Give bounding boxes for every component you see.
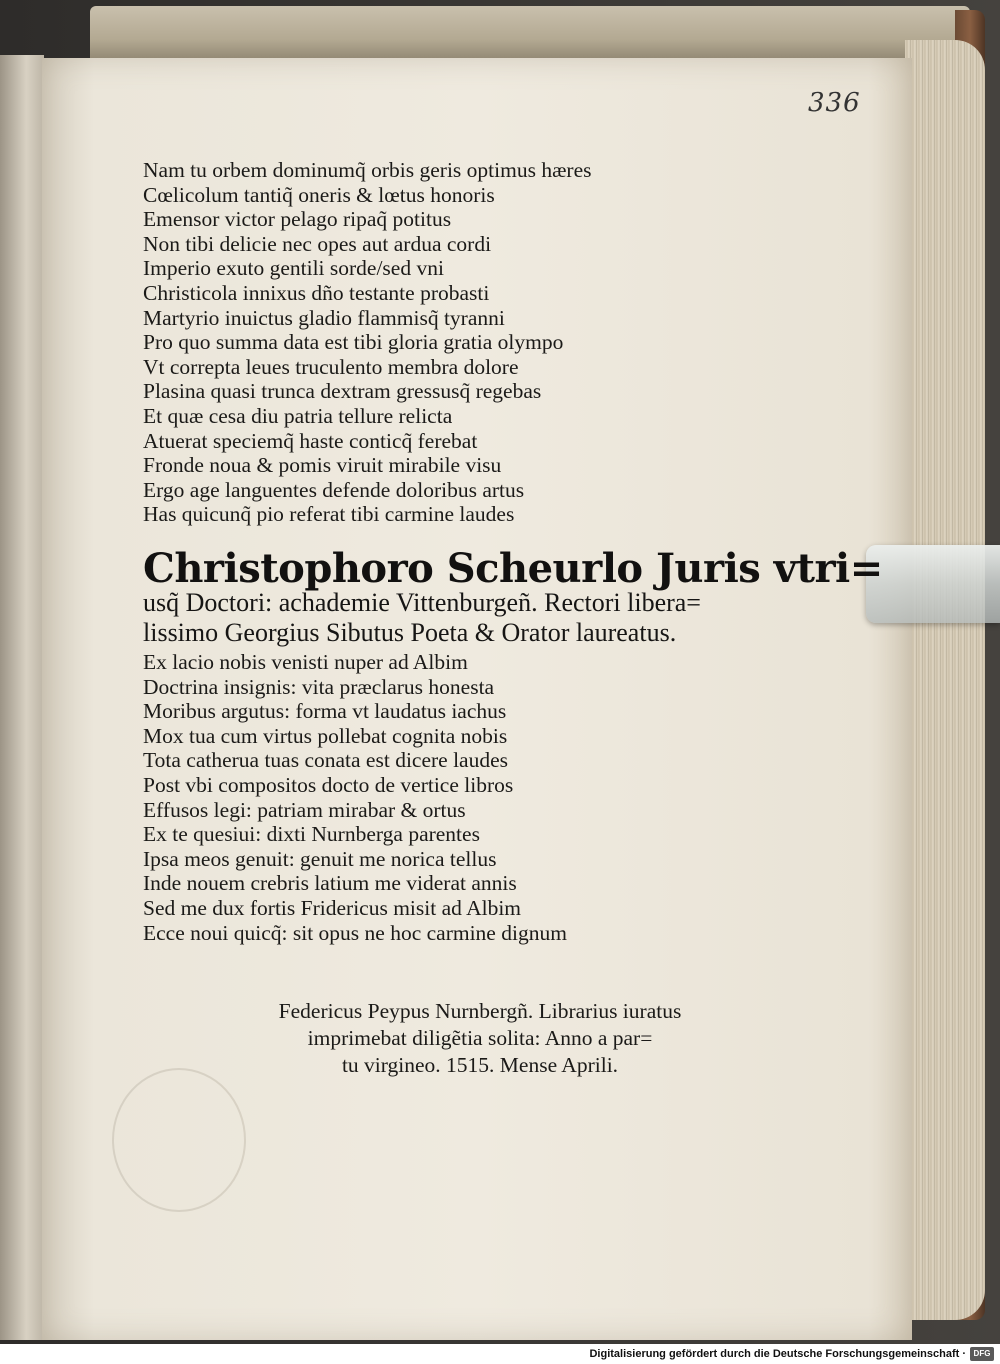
colophon-line: imprimebat diligẽtia solita: Anno a par= [307, 1026, 653, 1050]
footer-credit-text: Digitalisierung gefördert durch die Deutsche Forschungsgemeinschaft · [589, 1348, 966, 1360]
verse-line: Ipsa meos genuit: genuit me norica tellus [143, 846, 497, 871]
colophon-line: Federicus Peypus Nurnbergñ. Librarius iuratus [278, 999, 682, 1023]
verse-line: Doctrina insignis: vita præclarus honesta [143, 674, 495, 699]
verse-line: Vt correpta leues truculento membra dolore [143, 354, 519, 379]
verse-line: Et quæ cesa diu patria tellure relicta [143, 403, 453, 428]
verse-line: Nam tu orbem dominumq̃ orbis geris optimus hæres [143, 158, 592, 182]
book-top-edge [90, 6, 970, 62]
colophon [200, 998, 760, 1079]
verse-line: Ex te quesiui: dixti Nurnberga parentes [143, 822, 480, 847]
verse-line: Mox tua cum virtus pollebat cognita nobis [143, 723, 508, 748]
dedication-subheading-line: lissimo Georgius Sibutus Poeta & Orator laureatus. [143, 618, 677, 647]
dedication-heading: Christophoro Scheurlo Juris vtri= [143, 545, 883, 592]
verse-line: Non tibi delicie nec opes aut ardua cordi [143, 231, 492, 256]
verse-line: Fronde noua & pomis viruit mirabile visu [143, 453, 502, 478]
verse-line: Has quicunq̃ pio referat tibi carmine laudes [143, 502, 515, 527]
verse-line: Ecce noui quicq̃: sit opus ne hoc carmine dignum [143, 920, 567, 945]
verse-line: Imperio exuto gentili sorde/sed vni [143, 256, 444, 281]
page-stack-edges [905, 40, 985, 1320]
bookmark-strip [866, 545, 1000, 623]
colophon-line: tu virgineo. 1515. Mense Aprili. [341, 1053, 619, 1077]
verse-line: Pro quo summa data est tibi gloria gratia olympo [143, 330, 564, 355]
verse-line: Emensor victor pelago ripaq̃ potitus [143, 207, 452, 232]
verse-line: Martyrio inuictus gladio flammisq̃ tyranni [143, 305, 505, 330]
verse-line: Post vbi compositos docto de vertice libros [143, 772, 514, 797]
verse-line: Atuerat speciemq̃ haste conticq̃ ferebat [143, 428, 478, 453]
dfg-logo-icon: DFG [970, 1347, 994, 1361]
verse-block-1 [143, 158, 591, 527]
verse-line: Plasina quasi trunca dextram gressusq̃ regebas [143, 379, 542, 404]
verse-line: Inde nouem crebris latium me viderat annis [143, 871, 517, 896]
verse-line: Christicola innixus dño testante probasti [143, 280, 490, 305]
faint-stamp [112, 1068, 246, 1212]
verse-line: Tota catherua tuas conata est dicere laudes [143, 748, 509, 773]
page-number: 336 [808, 88, 861, 118]
verse-line: Sed me dux fortis Fridericus misit ad Albim [143, 895, 522, 920]
verse-line: Ex lacio nobis venisti nuper ad Albim [143, 650, 468, 674]
digitization-footer [0, 1344, 1000, 1364]
verse-line: Moribus argutus: forma vt laudatus iachus [143, 699, 507, 724]
verse-block-2 [143, 650, 567, 945]
dedication-subheading-line: usq̃ Doctori: achademie Vittenburgeñ. Rectori libera= [143, 588, 701, 617]
verse-line: Ergo age languentes defende doloribus artus [143, 477, 525, 502]
verse-line: Cœlicolum tantiq̃ oneris & lœtus honoris [143, 182, 495, 207]
verse-line: Effusos legi: patriam mirabar & ortus [143, 797, 466, 822]
facing-page-edge [0, 55, 44, 1340]
